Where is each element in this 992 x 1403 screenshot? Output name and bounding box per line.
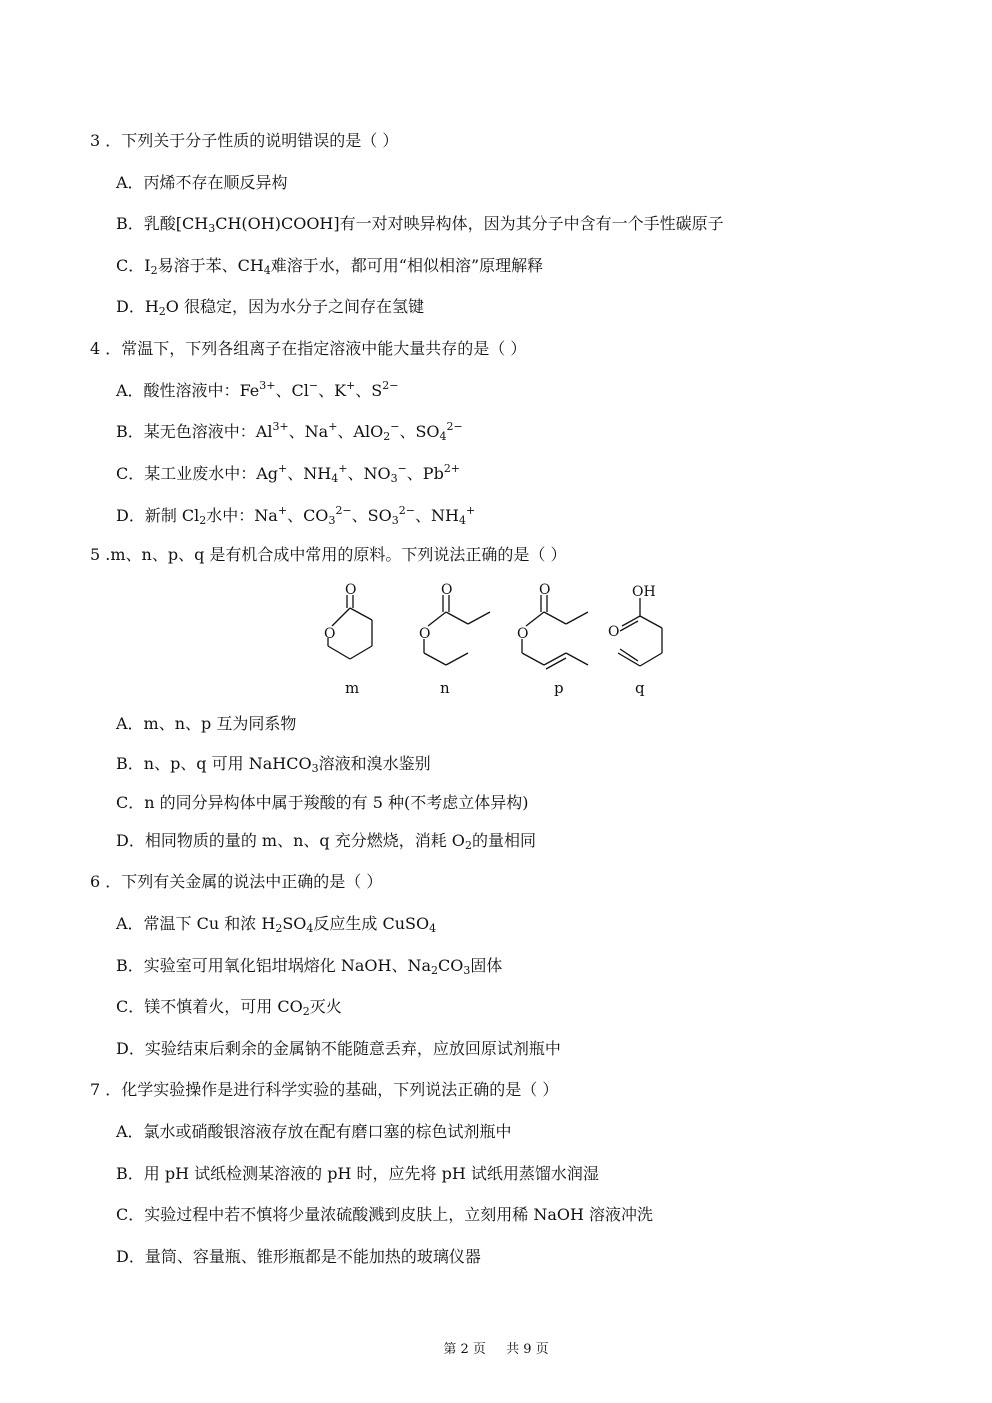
structure-p	[522, 595, 588, 669]
question-7-stem: 7 ．化学实验操作是进行科学实验的基础，下列说法正确的是（ ）	[90, 1080, 559, 1099]
q4-option-c: C．某工业废水中：Ag+、$NH_4^+$、$NO_3^-$、$Pb^{2+}$	[116, 462, 461, 485]
atom-label: O	[441, 582, 453, 598]
q3-option-d: D．$H_2O$ 很稳定，因为水分子之间存在氢键	[116, 297, 425, 318]
q7-option-d: D．量筒、容量瓶、锥形瓶都是不能加热的玻璃仪器	[116, 1247, 481, 1266]
q5-option-c: C．n 的同分异构体中属于羧酸的有 5 种(不考虑立体异构)	[116, 793, 529, 812]
q6-option-c: C．镁不慎着火，可用 $CO_2$灭火	[116, 997, 342, 1018]
atom-label: O	[608, 624, 620, 640]
q6-option-b: B．实验室可用氧化铝坩埚熔化 NaOH、$Na_2CO_3$固体	[116, 956, 503, 977]
atom-label: O	[345, 582, 357, 598]
q6-option-d: D．实验结束后剩余的金属钠不能随意丢弃，应放回原试剂瓶中	[116, 1039, 561, 1058]
page-footer	[0, 1338, 992, 1357]
q4-option-a: A．酸性溶液中：$Fe^{3+}$、Cl−、K+、$S^{2-}$	[116, 379, 399, 400]
question-6-stem: 6 ．下列有关金属的说法中正确的是（ ）	[90, 872, 383, 891]
q3-option-b: B．乳酸$[CH_3CH(OH)COOH]$有一对对映异构体，因为其分子中含有一个手性碳原子	[116, 214, 724, 235]
page-number: 第 2 页	[443, 1342, 486, 1357]
page-total: 共 9 页	[506, 1342, 549, 1357]
q5-option-a: A．m、n、p 互为同系物	[116, 714, 297, 733]
question-5-stem: 5 .m、n、p、q 是有机合成中常用的原料。下列说法正确的是（ ）	[90, 545, 567, 564]
q5-option-d: D．相同物质的量的 m、n、q 充分燃烧，消耗 $O_2$的量相同	[116, 831, 536, 852]
atom-label: O	[517, 626, 529, 642]
q4-option-b: B．某无色溶液中：$Al^{3+}$、Na+、AlO$_2$−、$SO_4^{2-}$	[116, 420, 463, 443]
q7-option-a: A．氯水或硝酸银溶液存放在配有磨口塞的棕色试剂瓶中	[116, 1122, 512, 1141]
structure-label-p: p	[554, 679, 564, 697]
structure-label-q: q	[635, 679, 645, 697]
structural-formulas-figure	[300, 578, 690, 703]
question-4-stem: 4 ．常温下，下列各组离子在指定溶液中能大量共存的是（ ）	[90, 339, 527, 358]
question-3-stem: 3 ．下列关于分子性质的说明错误的是（ ）	[90, 131, 399, 150]
q7-option-c: C．实验过程中若不慎将少量浓硫酸溅到皮肤上，立刻用稀 NaOH 溶液冲洗	[116, 1205, 654, 1224]
q5-option-b: B．n、p、q 可用 NaHCO$_3$溶液和溴水鉴别	[116, 754, 431, 775]
q3-option-a: A．丙烯不存在顺反异构	[116, 173, 288, 192]
atom-label: O	[324, 626, 336, 642]
q6-option-a: A．常温下 Cu 和浓 $H_2SO_4$反应生成 CuSO$_4$	[116, 914, 437, 935]
atom-label: O	[419, 626, 431, 642]
q3-option-c: C．$I_2$易溶于苯、$CH_4$难溶于水，都可用“相似相溶”原理解释	[116, 256, 544, 277]
q4-option-d: D．新制 $Cl_2$水中：Na+、$CO_3^{2-}$、$SO_3^{2-}$、$NH_4^+$	[116, 504, 476, 527]
structure-n	[424, 595, 490, 665]
structure-label-m: m	[345, 679, 360, 697]
atom-label: OH	[632, 584, 656, 600]
structure-q	[618, 598, 662, 666]
structure-label-n: n	[440, 679, 450, 697]
q7-option-b: B．用 pH 试纸检测某溶液的 pH 时，应先将 pH 试纸用蒸馏水润湿	[116, 1164, 599, 1183]
atom-label: O	[539, 582, 551, 598]
